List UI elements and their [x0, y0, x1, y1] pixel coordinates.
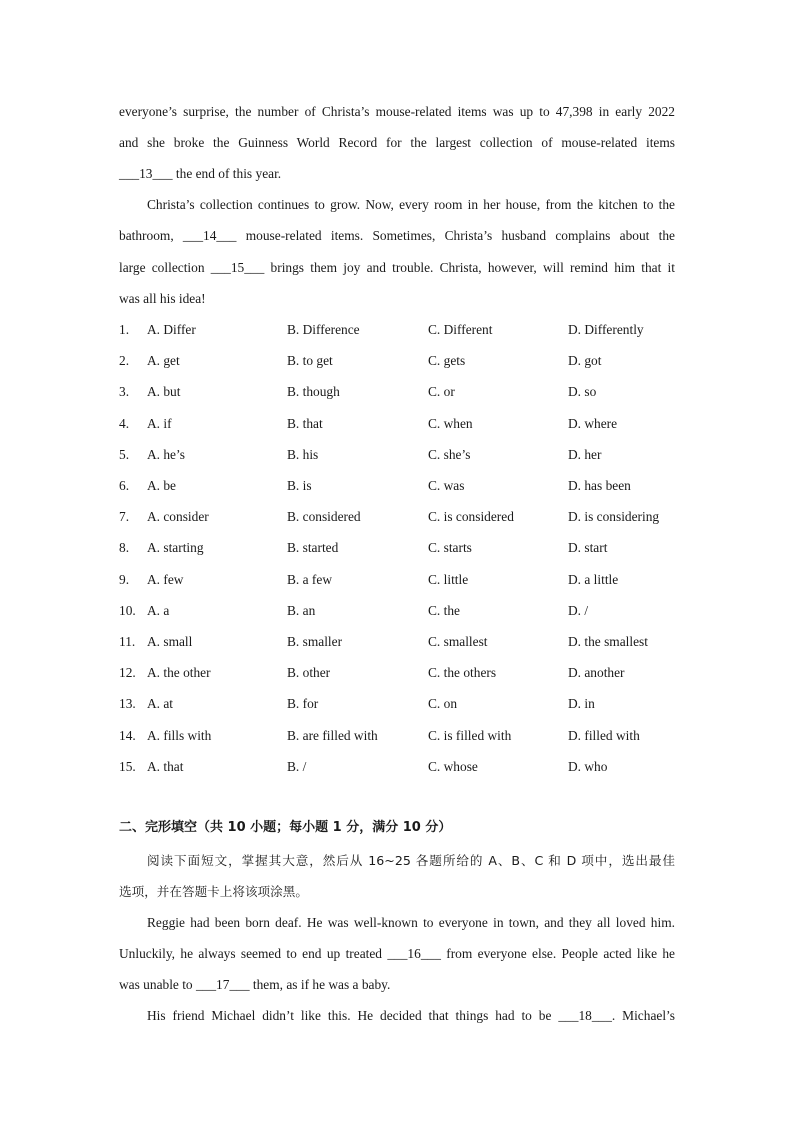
option-a: A. starting [147, 540, 204, 556]
option-b: B. his [287, 446, 319, 462]
option-c: C. smallest [428, 634, 488, 649]
question-option-row [119, 383, 675, 401]
option-a: A. at [147, 696, 174, 712]
option-c: C. or [428, 384, 455, 400]
option-a: A. small [147, 634, 193, 649]
option-a: A. a [147, 602, 170, 618]
question-number: 4. [119, 415, 130, 431]
question-number: 9. [119, 571, 130, 587]
section-heading: 二、完形填空（共 10 小题；每小题 1 分，满分 10 分） [119, 820, 452, 835]
option-c: C. on [428, 696, 458, 712]
question-number: 2. [119, 353, 130, 369]
option-d: D. filled with [568, 727, 640, 743]
passage-line: His friend Michael didn’t like this. He decided that things had to be ___18___. Michael’s [147, 1008, 675, 1023]
question-option-row [119, 664, 675, 682]
option-d: D. her [568, 446, 602, 462]
option-c: C. when [428, 415, 473, 431]
question-option-row [119, 477, 675, 495]
question-number: 5. [119, 446, 130, 462]
option-a: A. if [147, 415, 172, 431]
question-option-row [119, 727, 675, 745]
passage-line: and she broke the Guinness World Record for the largest collection of mouse-related items [119, 135, 675, 150]
question-number: 12. [119, 665, 136, 681]
option-d: D. who [568, 758, 608, 774]
option-b: B. other [287, 665, 331, 681]
question-number: 3. [119, 384, 130, 400]
option-d: D. another [568, 665, 625, 681]
option-c: C. is considered [428, 509, 514, 525]
option-d: D. start [568, 540, 608, 556]
passage-line: everyone’s surprise, the number of Christa’s mouse-related items was up to 47,398 in early 2022 [119, 104, 675, 119]
question-number: 13. [119, 696, 136, 712]
option-c: C. she’s [428, 446, 471, 462]
option-b: B. for [287, 696, 319, 712]
passage-line: bathroom, ___14___ mouse-related items. Sometimes, Christa’s husband complains about the [119, 228, 675, 243]
option-d: D. got [568, 353, 602, 369]
question-option-row [119, 602, 675, 620]
passage-line: ___13___ the end of this year. [119, 166, 282, 181]
question-option-row [119, 321, 675, 339]
question-number: 15. [119, 758, 136, 774]
option-b: B. a few [287, 571, 332, 587]
question-option-row [119, 446, 675, 464]
option-d: D. the smallest [568, 634, 648, 649]
option-b: B. though [287, 384, 340, 400]
question-option-row [119, 695, 675, 713]
question-option-row [119, 758, 675, 776]
option-b: B. are filled with [287, 727, 378, 743]
option-a: A. that [147, 758, 184, 774]
question-option-row [119, 352, 675, 370]
option-a: A. Differ [147, 322, 196, 337]
option-b: B. an [287, 602, 316, 618]
question-number: 11. [119, 634, 136, 649]
option-d: D. where [568, 415, 618, 431]
question-number: 6. [119, 478, 130, 493]
option-d: D. so [568, 384, 597, 400]
option-b: B. considered [287, 509, 361, 525]
option-a: A. fills with [147, 727, 212, 743]
question-number: 14. [119, 727, 136, 743]
option-b: B. that [287, 415, 323, 431]
passage-line: was all his idea! [119, 291, 206, 306]
option-d: D. Differently [568, 322, 644, 337]
passage-line: large collection ___15___ brings them joy and trouble. Christa, however, will remind him that it [119, 260, 675, 275]
question-number: 10. [119, 602, 136, 618]
question-option-row [119, 571, 675, 589]
option-a: A. consider [147, 509, 209, 525]
question-number: 7. [119, 509, 130, 525]
option-a: A. he’s [147, 446, 185, 462]
option-b: B. to get [287, 353, 333, 369]
option-d: D. is considering [568, 509, 660, 525]
option-c: C. whose [428, 758, 478, 774]
option-d: D. in [568, 696, 595, 712]
option-a: A. be [147, 478, 177, 493]
passage-line: was unable to ___17___ them, as if he was a baby. [119, 977, 391, 992]
option-a: A. few [147, 571, 184, 587]
option-b: B. / [287, 758, 307, 774]
option-a: A. but [147, 384, 181, 400]
option-b: B. is [287, 478, 312, 493]
question-number: 8. [119, 540, 130, 556]
option-b: B. Difference [287, 322, 360, 337]
option-c: C. little [428, 571, 469, 587]
question-option-row [119, 508, 675, 526]
instruction-line: 选项，并在答题卡上将该项涂黑。 [119, 884, 308, 899]
option-a: A. get [147, 353, 180, 369]
question-option-row [119, 415, 675, 433]
passage-line: Reggie had been born deaf. He was well-known to everyone in town, and they all loved him. [147, 915, 675, 930]
question-option-row [119, 539, 675, 557]
option-c: C. Different [428, 322, 493, 337]
passage-line: Unluckily, he always seemed to end up treated ___16___ from everyone else. People acted like he [119, 946, 675, 961]
question-number: 1. [119, 322, 130, 337]
option-d: D. / [568, 602, 589, 618]
question-option-row [119, 633, 675, 651]
option-c: C. gets [428, 353, 466, 369]
option-c: C. the [428, 602, 460, 618]
option-a: A. the other [147, 665, 211, 681]
passage-line: Christa’s collection continues to grow. Now, every room in her house, from the kitchen to the [147, 197, 675, 212]
option-c: C. the others [428, 665, 497, 681]
option-c: C. starts [428, 540, 472, 556]
option-b: B. smaller [287, 634, 343, 649]
option-b: B. started [287, 540, 339, 556]
option-c: C. was [428, 478, 465, 493]
instruction-line: 阅读下面短文，掌握其大意，然后从 16~25 各题所给的 A、B、C 和 D 项中，选出最佳 [147, 853, 675, 868]
option-d: D. has been [568, 478, 631, 493]
option-d: D. a little [568, 571, 619, 587]
option-c: C. is filled with [428, 727, 512, 743]
